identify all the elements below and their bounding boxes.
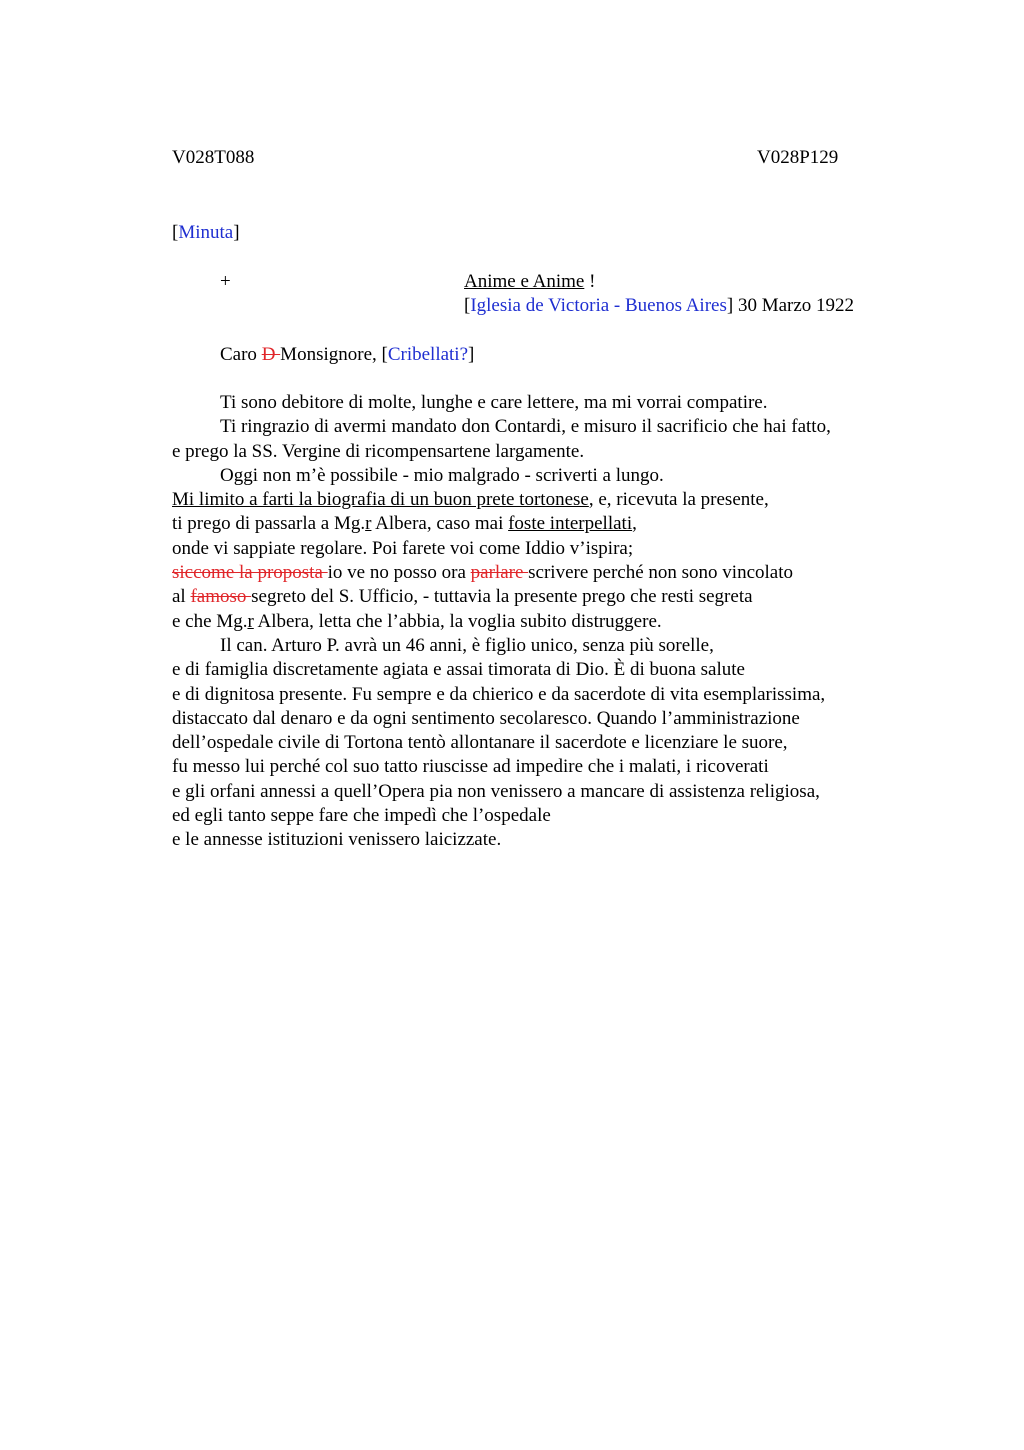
salutation: Caro D Monsignore, [Cribellati?] <box>220 344 475 365</box>
text-line: fu messo lui perché col suo tatto riuscisse ad impedire che i malati, i ricoverati <box>172 756 769 778</box>
text-line: e di dignitosa presente. Fu sempre e da chierico e da sacerdote di vita esemplarissima, <box>172 683 826 705</box>
document-code-right: V028P129 <box>757 147 839 168</box>
text-line: Ti ringrazio di avermi mandato don Contardi, e misuro il sacrificio che hai fatto, <box>220 416 831 438</box>
place-name: Iglesia de Victoria - Buenos Aires <box>470 295 727 316</box>
letter-body <box>172 391 912 853</box>
minuta-label: Minuta <box>178 222 234 243</box>
text-line: dell’ospedale civile di Tortona tentò allontanare il sacerdote e licenziare le suore, <box>172 732 788 754</box>
place-date-line: [Iglesia de Victoria - Buenos Aires] 30 Marzo 1922 <box>464 295 855 316</box>
deleted-text: parlare <box>470 562 529 584</box>
text-line: Mi limito a farti la biografia di un buon prete tortonese, e, ricevuta la presente, <box>172 489 769 511</box>
text-line: Il can. Arturo P. avrà un 46 anni, è figlio unico, senza più sorelle, <box>220 634 714 656</box>
text-line: e che Mg.r Albera, letta che l’abbia, la voglia subito distruggere. <box>172 610 662 632</box>
text-line: Oggi non m’è possibile - mio malgrado - scriverti a lungo. <box>220 464 664 486</box>
deleted-text: siccome la proposta <box>172 562 328 584</box>
text-line: e gli orfani annessi a quell’Opera pia non venissero a mancare di assistenza religiosa, <box>172 780 820 802</box>
text-line: al famoso segreto del S. Ufficio, - tuttavia la presente prego che resti segreta <box>172 586 753 608</box>
recipient-name: Cribellati? <box>387 344 469 365</box>
text-line: siccome la proposta io ve no posso ora parlare scrivere perché non sono vincolato <box>172 562 794 584</box>
underlined-text: Mi limito a farti la biografia di un buon prete tortonese <box>172 489 589 511</box>
text-line: ti prego di passarla a Mg.r Albera, caso mai foste interpellati, <box>172 513 637 535</box>
text-line: onde vi sappiate regolare. Poi farete voi come Iddio v’ispira; <box>172 537 634 559</box>
text-line: e di famiglia discretamente agiata e assai timorata di Dio. È di buona salute <box>172 659 745 681</box>
motto-text: Anime e Anime <box>464 271 585 292</box>
deleted-text: D <box>261 344 281 365</box>
letter-date: 30 Marzo 1922 <box>733 295 855 316</box>
cross-mark: + <box>220 271 231 292</box>
text-line: Ti sono debitore di molte, lunghe e care lettere, ma mi vorrai compatire. <box>220 392 768 413</box>
text-line: ed egli tanto seppe fare che impedì che l’ospedale <box>172 805 551 827</box>
text-line: e prego la SS. Vergine di ricompensartene largamente. <box>172 440 585 462</box>
motto: Anime e Anime ! <box>464 271 596 292</box>
text-line: e le annesse istituzioni venissero laicizzate. <box>172 829 502 851</box>
minuta-note: [Minuta] <box>172 222 240 243</box>
text-line: distaccato dal denaro e da ogni sentimento secolaresco. Quando l’amministrazione <box>172 707 800 729</box>
document-code-left: V028T088 <box>172 147 255 168</box>
deleted-text: famoso <box>190 586 252 608</box>
underlined-text: foste interpellati <box>508 513 633 535</box>
